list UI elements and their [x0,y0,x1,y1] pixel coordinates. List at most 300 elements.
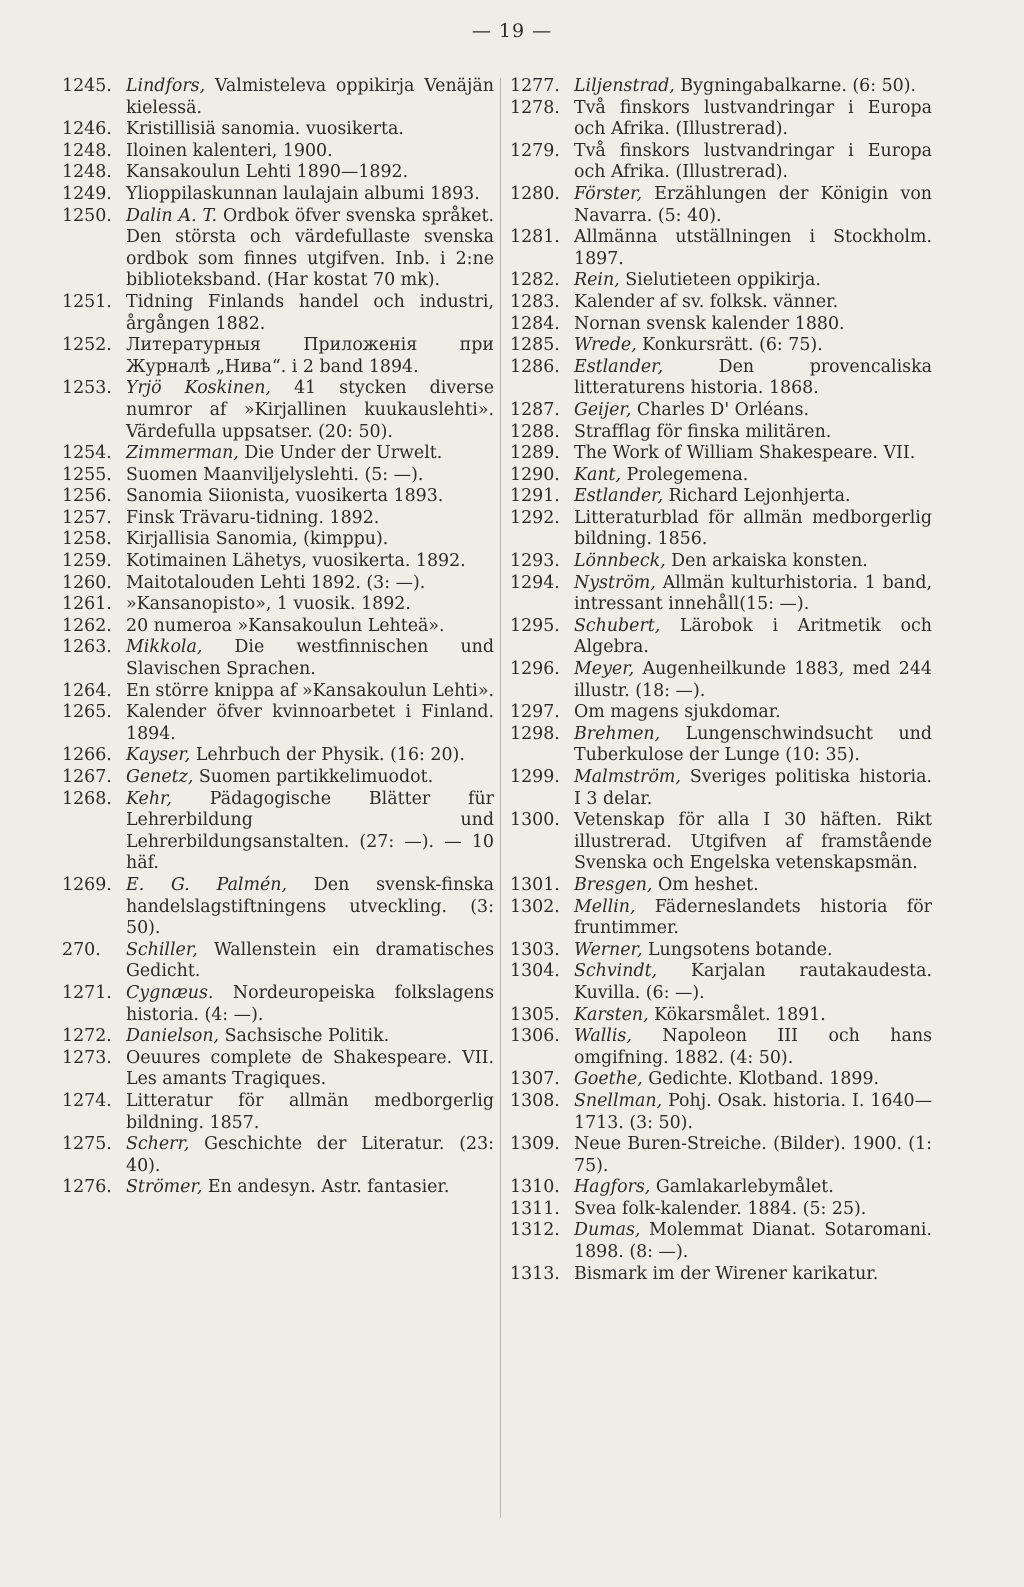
entry-number: 1246. [62,119,112,140]
entry-title: Geschichte der Literatur. (23: 40). [126,1134,494,1176]
entry-title: En större knippa af »Kansakoulun Lehti». [126,680,494,701]
entry-title: Svea folk-kalender. 1884. (5: 25). [574,1198,867,1219]
entry-number: 1261. [62,594,112,615]
entry-title: Napoleon III och hans omgifning. 1882. (4: 50). [574,1026,932,1068]
entry-number: 1288. [510,421,560,442]
entry-number: 1287. [510,399,560,420]
entry-text [574,292,932,314]
catalog-entry [62,573,494,595]
entry-text [574,1264,932,1286]
catalog-entry [510,702,932,724]
entry-author: Strömer, [126,1177,203,1198]
entry-author: Malmström, [574,767,681,787]
entry-number: 1281. [510,227,560,248]
entry-title: Litteraturblad för allmän medborgerlig bildning. 1856. [574,507,932,550]
catalog-entry [510,357,932,400]
entry-title: Kalender öfver kvinnoarbetet i Finland. 1894. [126,702,494,744]
entry-title: Prolegemena. [621,464,749,485]
entry-text [126,616,494,638]
entry-number: 1267. [62,767,112,787]
catalog-entry [510,141,932,184]
entry-text [574,1220,932,1263]
entry-author: Kehr, [126,788,172,809]
entry-number: 1293. [510,551,560,572]
entry-title: Valmisteleva oppikirja Venäjän kielessä. [126,76,494,118]
catalog-entry [510,465,932,487]
entry-title: Pädagogische Blätter für Lehrerbildung und Lehrerbildungsanstalten. (27: —). — 10 häf. [126,788,494,874]
entry-number: 1282. [510,270,560,291]
entry-title: Molemmat Dianat. Sotaromani. 1898. (8: —). [574,1220,932,1263]
entry-text [126,378,494,443]
entry-number: 1252. [62,335,112,356]
entry-author: E. G. Palmén, [126,874,288,895]
entry-title: Allmän kulturhistoria. 1 band, intressant innehåll(15: —). [574,572,932,615]
entry-number: 1302. [510,896,560,917]
catalog-entry [62,745,494,767]
entry-title: Die westfinnischen und Slavischen Sprachen. [126,637,494,680]
catalog-entry [62,1134,494,1177]
entry-title: Litteratur för allmän medborgerlig bildning. 1857. [126,1090,494,1133]
entry-number: 1273. [62,1047,112,1068]
catalog-entry [510,940,932,962]
entry-text [574,76,932,98]
catalog-entry [62,940,494,983]
entry-title: Den arkaiska konsten. [665,551,868,572]
catalog-entry [62,1048,494,1091]
entry-number: 1264. [62,680,112,701]
catalog-entry [62,184,494,206]
catalog-entry [62,681,494,703]
entry-text [126,702,494,745]
entry-number: 1291. [510,486,560,507]
entry-number: 1312. [510,1220,560,1241]
entry-author: Wrede, [574,335,637,356]
entry-number: 1276. [62,1177,112,1198]
entry-number: 1299. [510,767,560,787]
entry-title: Maitotalouden Lehti 1892. (3: —). [126,572,426,593]
entry-number: 1250. [62,205,112,226]
entry-title: Gedichte. Klotband. 1899. [642,1069,880,1090]
entry-text [126,1177,494,1199]
entry-text [126,745,494,767]
catalog-entry [510,616,932,659]
entry-title: Iloinen kalenteri, 1900. [126,140,333,161]
entry-title: Kansakoulun Lehti 1890—1892. [126,162,409,183]
entry-author: Estlander, [574,486,664,507]
entry-number: 1285. [510,335,560,356]
entry-text [126,983,494,1026]
entry-text [126,789,494,875]
entry-author: Nyström, [574,572,656,593]
entry-title: The Work of William Shakespeare. VII. [574,443,916,464]
left-column [62,76,494,1199]
entry-number: 1289. [510,443,560,464]
entry-number: 1249. [62,183,112,204]
entry-text [126,335,494,378]
catalog-entry [62,508,494,530]
entry-title: Erzählungen der Königin von Navarra. (5: 40). [574,183,932,226]
catalog-entry [62,789,494,875]
entry-author: Brehmen, [574,723,661,744]
entry-title: Vetenskap för alla I 30 häften. Rikt illustrerad. Utgifven af framstående Svenska och Engelska vetenskapsmän. [574,810,932,874]
catalog-entry [62,443,494,465]
entry-number: 1274. [62,1090,112,1111]
entry-title: Pohj. Osak. historia. I. 1640—1713. (3: 50). [574,1090,932,1133]
entry-text [574,702,932,724]
entry-title: Charles D' Orléans. [631,399,810,420]
entry-number: 1290. [510,464,560,485]
entry-author: Dalin A. T. [126,205,218,226]
catalog-entry [62,767,494,789]
entry-title: Tidning Finlands handel och industri, årgången 1882. [126,291,494,334]
entry-title: Richard Lejonhjerta. [663,486,851,507]
catalog-entry [510,184,932,227]
entry-number: 1311. [510,1198,560,1219]
entry-title: 20 numeroa »Kansakoulun Lehteä». [126,615,445,636]
entry-author: Goethe, [574,1069,643,1090]
entry-number: 1300. [510,810,560,831]
entry-title: Bismark im der Wirener karikatur. [574,1263,879,1284]
catalog-entry [510,270,932,292]
catalog-entry [510,573,932,616]
entry-title: Nornan svensk kalender 1880. [574,313,845,334]
entry-number: 1262. [62,615,112,636]
catalog-entry [62,76,494,119]
catalog-entry [62,637,494,680]
entry-number: 270. [62,939,101,960]
entry-title: Sveriges politiska historia. I 3 delar. [574,767,932,809]
entry-text [574,486,932,508]
entry-author: Hagfors, [574,1177,651,1198]
entry-number: 1245. [62,76,112,96]
entry-text [574,1026,932,1069]
entry-text [574,659,932,702]
entry-title: Sielutieteen oppikirja. [619,270,821,291]
entry-number: 1265. [62,702,112,723]
entry-title: Lungenschwindsucht und Tuberkulose der Lunge (10: 35). [574,723,932,766]
entry-number: 1310. [510,1177,560,1198]
entry-text [126,1134,494,1177]
entry-text [574,184,932,227]
catalog-entry [62,378,494,443]
entry-text [574,810,932,875]
catalog-entry [510,1177,932,1199]
entry-number: 1292. [510,507,560,528]
entry-title: Sanomia Siionista, vuosikerta 1893. [126,486,444,507]
catalog-entry [510,1199,932,1221]
entry-text [126,940,494,983]
entry-title: »Kansanopisto», 1 vuosik. 1892. [126,594,411,615]
entry-text [574,465,932,487]
entry-number: 1259. [62,551,112,572]
entry-text [126,292,494,335]
catalog-entry [62,1091,494,1134]
entry-text [126,573,494,595]
entry-title: Två finskors lustvandringar i Europa och Afrika. (Illustrerad). [574,97,932,140]
catalog-entry [510,1091,932,1134]
entry-author: Kayser, [126,745,191,766]
catalog-entry [510,400,932,422]
entry-title: Gamlakarlebymålet. [650,1177,834,1198]
entry-title: Om heshet. [652,874,759,895]
catalog-entry [62,529,494,551]
entry-number: 1251. [62,291,112,312]
entry-number: 1272. [62,1026,112,1047]
entry-text [574,141,932,184]
entry-number: 1271. [62,982,112,1003]
entry-text [574,270,932,292]
entry-text [574,767,932,810]
entry-title: Die Under der Urwelt. [238,443,443,464]
catalog-entry [510,335,932,357]
entry-text [126,875,494,940]
catalog-entry [62,1177,494,1199]
catalog-entry [62,141,494,163]
entry-title: Bygningabalkarne. (6: 50). [674,76,917,96]
catalog-entry [62,594,494,616]
entry-author: Cygnæus. [126,982,214,1003]
catalog-entry [510,443,932,465]
entry-title: Allmänna utställningen i Stockholm. 1897. [574,227,932,269]
entry-text [574,897,932,940]
entry-text [574,357,932,400]
entry-number: 1286. [510,356,560,377]
entry-author: Schubert, [574,615,661,636]
entry-title: Kalender af sv. folksk. vänner. [574,291,839,312]
entry-title: En andesyn. Astr. fantasier. [202,1177,450,1198]
entry-number: 1306. [510,1026,560,1047]
entry-text [126,529,494,551]
catalog-entry [510,314,932,336]
entry-text [574,443,932,465]
entry-number: 1277. [510,76,560,96]
entry-title: Wallenstein ein dramatisches Gedicht. [126,939,494,982]
entry-text [126,465,494,487]
catalog-entry [62,292,494,335]
entry-text [126,162,494,184]
entry-number: 1248. [62,162,112,183]
entry-text [126,1091,494,1134]
entry-title: Suomen partikkelimuodot. [193,767,434,787]
entry-number: 1301. [510,874,560,895]
entry-text [574,961,932,1004]
entry-number: 1305. [510,1004,560,1025]
entry-number: 1268. [62,788,112,809]
entry-title: 41 stycken diverse numror af »Kirjallinen kuukauslehti». Värdefulla uppsatser. (20: 50). [126,378,494,442]
catalog-entry [510,767,932,810]
entry-text [574,1199,932,1221]
entry-title: Kristillisiä sanomia. vuosikerta. [126,119,404,140]
entry-author: Genetz, [126,767,194,787]
entry-title: Kirjallisia Sanomia, (kimppu). [126,529,389,550]
catalog-entry [62,1026,494,1048]
entry-author: Dumas, [574,1220,641,1241]
entry-author: Bresgen, [574,874,653,895]
catalog-entry [62,551,494,573]
entry-number: 1275. [62,1134,112,1155]
entry-text [126,1026,494,1048]
entry-text [126,486,494,508]
entry-author: Yrjö Koskinen, [126,378,271,399]
entry-text [126,594,494,616]
entry-text [126,637,494,680]
entry-number: 1307. [510,1069,560,1090]
entry-author: Zimmerman, [126,443,239,464]
entry-number: 1263. [62,637,112,658]
entry-number: 1296. [510,659,560,680]
entry-number: 1257. [62,507,112,528]
entry-text [574,724,932,767]
catalog-entry [62,162,494,184]
entry-number: 1269. [62,874,112,895]
entry-number: 1248. [62,140,112,161]
entry-author: Estlander, [574,356,664,377]
entry-text [126,681,494,703]
entry-text [126,508,494,530]
entry-author: Schiller, [126,939,198,960]
entry-number: 1284. [510,313,560,334]
entry-author: Lindfors, [126,76,206,96]
entry-text [574,335,932,357]
entry-text [574,98,932,141]
entry-text [574,508,932,551]
entry-number: 1258. [62,529,112,550]
entry-title: Ylioppilaskunnan laulajain albumi 1893. [126,183,480,204]
entry-number: 1309. [510,1134,560,1155]
catalog-entry [510,724,932,767]
catalog-entry [62,875,494,940]
entry-text [574,616,932,659]
entry-title: Karjalan rautakaudesta. Kuvilla. (6: —). [574,961,932,1003]
entry-number: 1294. [510,572,560,593]
entry-text [126,767,494,789]
entry-author: Rein, [574,270,620,291]
entry-text [574,422,932,444]
column-divider [500,78,501,1518]
entry-text [574,400,932,422]
entry-number: 1313. [510,1263,560,1284]
entry-title: Den svensk-finska handelslagstiftningens utveckling. (3: 50). [126,874,494,939]
entry-title: Lärobok i Aritmetik och Algebra. [574,615,932,658]
entry-title: Fäderneslandets historia för fruntimmer. [574,896,932,939]
entry-number: 1279. [510,140,560,161]
catalog-entry [510,1220,932,1263]
entry-number: 1256. [62,486,112,507]
catalog-entry [510,897,932,940]
catalog-entry [62,486,494,508]
entry-text [126,1048,494,1091]
entry-text [574,1177,932,1199]
entry-text [574,1069,932,1091]
entry-number: 1304. [510,961,560,982]
catalog-entry [62,206,494,292]
entry-title: Finsk Trävaru-tidning. 1892. [126,507,380,528]
catalog-entry [510,551,932,573]
catalog-entry [510,875,932,897]
entry-number: 1255. [62,464,112,485]
catalog-entry [510,1134,932,1177]
catalog-entry [510,76,932,98]
page-number: — 19 — [471,20,553,42]
entry-text [126,119,494,141]
entry-title: Suomen Maanviljelyslehti. (5: —). [126,464,424,485]
entry-number: 1295. [510,615,560,636]
catalog-entry [510,1069,932,1091]
entry-text [574,940,932,962]
entry-number: 1298. [510,723,560,744]
catalog-entry [510,1005,932,1027]
catalog-entry [510,292,932,314]
entry-text [574,227,932,270]
catalog-entry [510,227,932,270]
entry-text [574,314,932,336]
entry-title: Kökarsmålet. 1891. [648,1004,826,1025]
entry-text [126,76,494,119]
entry-number: 1253. [62,378,112,399]
entry-title: Oeuures complete de Shakespeare. VII. Les amants Tragiques. [126,1047,494,1090]
catalog-entry [510,98,932,141]
entry-title: Neue Buren-Streiche. (Bilder). 1900. (1: 75). [574,1134,932,1176]
entry-author: Förster, [574,183,643,204]
entry-title: Om magens sjukdomar. [574,702,781,723]
entry-title: Den provencaliska litteraturens historia. 1868. [574,356,932,399]
entry-author: Geijer, [574,399,632,420]
entry-text [574,551,932,573]
entry-text [126,206,494,292]
catalog-entry [62,983,494,1026]
entry-text [126,141,494,163]
entry-text [574,875,932,897]
entry-title: Kotimainen Lähetys, vuosikerta. 1892. [126,551,466,572]
catalog-entry [62,616,494,638]
catalog-entry [510,422,932,444]
entry-title: Två finskors lustvandringar i Europa och Afrika. (Illustrerad). [574,140,932,183]
catalog-entry [510,810,932,875]
entry-number: 1303. [510,939,560,960]
entry-text [574,1134,932,1177]
entry-author: Karsten, [574,1004,649,1025]
entry-title: Strafflag för finska militären. [574,421,832,442]
entry-title: Sachsische Politik. [219,1026,390,1047]
entry-author: Schvindt, [574,961,658,982]
entry-number: 1297. [510,702,560,723]
entry-title: Литературныя Приложенія при Журналѣ „Нива“. i 2 band 1894. [126,335,494,377]
entry-number: 1254. [62,443,112,464]
catalog-entry [62,335,494,378]
entry-author: Kant, [574,464,622,485]
catalog-entry [510,486,932,508]
entry-title: Ordbok öfver svenska språket. Den största och värdefullaste svenska ordbok som finnes utgifven. Inb. i 2:ne biblioteksband. (Har kostat 70 mk). [126,205,494,291]
entry-text [126,184,494,206]
entry-author: Danielson, [126,1026,220,1047]
catalog-entry [62,465,494,487]
entry-author: Scherr, [126,1134,190,1155]
entry-number: 1308. [510,1090,560,1111]
entry-number: 1280. [510,183,560,204]
right-column [510,76,932,1285]
catalog-entry [510,961,932,1004]
entry-author: Snellman, [574,1090,663,1111]
entry-number: 1266. [62,745,112,766]
entry-title: Nordeuropeiska folkslagens historia. (4: —). [126,982,494,1025]
entry-author: Lönnbeck, [574,551,666,572]
entry-title: Konkursrätt. (6: 75). [636,335,823,356]
entry-author: Meyer, [574,659,635,680]
entry-title: Lungsotens botande. [642,939,833,960]
catalog-entry [510,659,932,702]
entry-title: Augenheilkunde 1883, med 244 illustr. (18: —). [574,659,932,701]
entry-author: Liljenstrad, [574,76,675,96]
